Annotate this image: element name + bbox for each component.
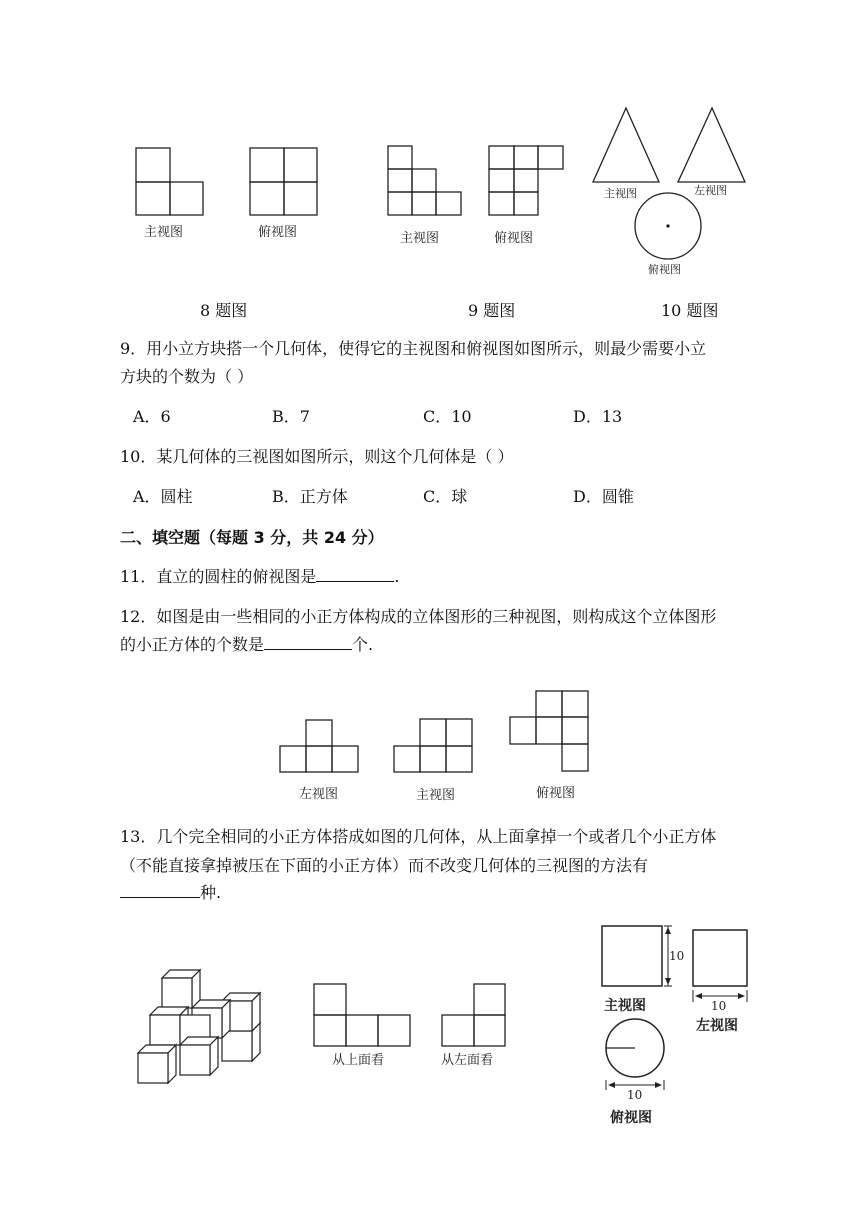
fig13-top-label: 从上面看 [332, 1053, 385, 1068]
cube [162, 970, 200, 1008]
q11-answer-blank[interactable] [316, 567, 394, 582]
figure-13-views [308, 978, 528, 1074]
q10-option-b: B．正方体 [272, 487, 348, 506]
fig12-front-label: 主视图 [416, 788, 456, 803]
q9-stem-line1: 9．用小立方块搭一个几何体，使得它的主视图和俯视图如图所示，则最少需要小立 [120, 339, 707, 358]
cyl-top-label: 俯视图 [610, 1110, 652, 1126]
q9-option-d: D．13 [573, 407, 623, 426]
fig13-left-label: 从左面看 [441, 1053, 494, 1068]
fig9-caption: 9 题图 [468, 301, 516, 320]
q10-option-d: D．圆锥 [573, 487, 634, 506]
q11-suffix: . [394, 567, 400, 586]
q13-suffix: 种. [200, 883, 222, 902]
q9-option-c: C．10 [423, 407, 472, 426]
front-view-dimension: 10 [669, 949, 685, 963]
fig10-top-label: 俯视图 [648, 263, 681, 276]
left-view-dimension: 10 [711, 999, 727, 1013]
cube [180, 1037, 218, 1075]
figure-8 [130, 140, 320, 250]
q9-option-b: B．7 [272, 407, 310, 426]
q12-prefix: 的小正方体的个数是 [120, 635, 265, 654]
fig10-front-label: 主视图 [604, 187, 637, 200]
q11-stem [120, 567, 399, 587]
q12-answer-blank[interactable] [264, 635, 352, 650]
fig8-caption: 8 题图 [200, 301, 248, 320]
cyl-left-label: 左视图 [696, 1018, 738, 1034]
q12-stem-line1: 12．如图是由一些相同的小正方体构成的立体图形的三种视图，则构成这个立体图形 [120, 607, 717, 626]
q13-answer-blank[interactable] [120, 883, 200, 898]
fig10-caption: 10 题图 [661, 301, 719, 320]
fig9-front-label: 主视图 [400, 231, 440, 246]
fig9-top-label: 俯视图 [494, 231, 534, 246]
q12-stem-line2 [120, 635, 373, 655]
q10-option-a: A．圆柱 [133, 487, 193, 506]
figure-cylinder [590, 918, 760, 1133]
q13-stem-line2: （不能直接拿掉被压在下面的小正方体）而不改变几何体的三视图的方法有 [120, 856, 649, 875]
fig10-left-label: 左视图 [694, 184, 727, 197]
fig8-top-label: 俯视图 [258, 225, 298, 240]
cube [138, 1045, 176, 1083]
q13-stem-line3 [120, 883, 221, 903]
top-view-dimension: 10 [627, 1088, 643, 1102]
fig12-top-label: 俯视图 [536, 786, 576, 801]
q12-suffix: 个. [352, 635, 374, 654]
q10-stem: 10．某几何体的三视图如图所示，则这个几何体是（ ） [120, 447, 514, 466]
q10-option-c: C．球 [423, 487, 468, 506]
figure-12 [270, 684, 600, 808]
fig12-left-label: 左视图 [299, 787, 339, 802]
figure-10 [588, 104, 750, 280]
figure-13-solid [130, 960, 270, 1090]
figure-9 [380, 140, 570, 252]
fig8-front-label: 主视图 [144, 225, 184, 240]
section-2-title: 二、填空题（每题 3 分，共 24 分） [120, 528, 384, 547]
q11-prefix: 11．直立的圆柱的俯视图是 [120, 567, 317, 586]
q9-option-a: A．6 [133, 407, 171, 426]
q13-stem-line1: 13．几个完全相同的小正方体搭成如图的几何体，从上面拿掉一个或者几个小正方体 [120, 827, 717, 846]
q9-stem-line2: 方块的个数为（ ） [120, 367, 254, 386]
cyl-front-label: 主视图 [604, 998, 646, 1014]
